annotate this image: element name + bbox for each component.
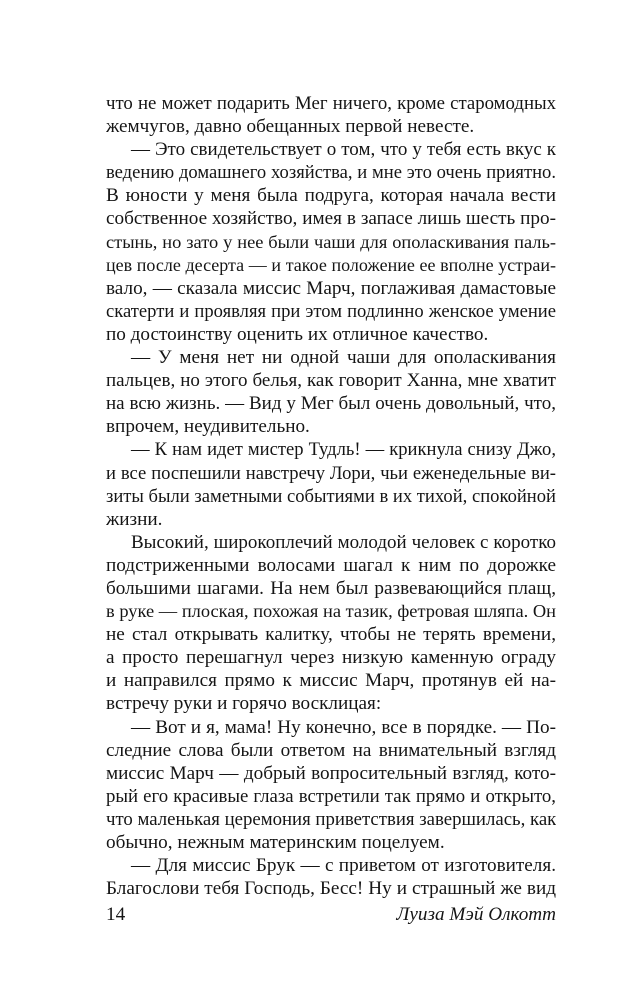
text-line: не стал открывать калитку, чтобы не терять времени,: [106, 624, 556, 646]
text-line: В юности у меня была подруга, которая начала вести: [106, 185, 556, 207]
text-line: — Для миссис Брук — с приветом от изготовителя.: [131, 855, 556, 877]
text-line: впрочем, неудивительно.: [106, 416, 310, 438]
text-line: Высокий, широкоплечий молодой человек с коротко: [131, 531, 556, 553]
text-line: в руке — плоская, похожая на тазик, фетровая шляпа. Он: [106, 601, 556, 622]
text-line: следние слова были ответом на внимательный взгляд: [106, 739, 556, 761]
body-text: [106, 92, 556, 900]
text-line: рый его красивые глаза встретили так прямо и открыто,: [106, 785, 556, 807]
running-author: Луиза Мэй Олкотт: [396, 904, 556, 925]
text-line: цев после десерта — и такое положение ее вполне устраи-: [106, 254, 556, 275]
page-footer: [106, 903, 556, 929]
text-line: что маленькая церемония приветствия завершилась, как: [106, 808, 556, 830]
text-line: подстриженными волосами шагал к ним по дорожке: [106, 554, 556, 576]
text-line: — У меня нет ни одной чаши для ополаскивания: [131, 347, 556, 369]
text-line: на всю жизнь. — Вид у Мег был очень довольный, что,: [106, 393, 556, 415]
page-number: 14: [106, 904, 126, 925]
text-line: Благослови тебя Господь, Бесс! Ну и страшный же вид: [106, 878, 556, 900]
text-line: стынь, но зато у нее были чаши для ополаскивания паль-: [106, 231, 556, 252]
text-line: ведению домашнего хозяйства, и мне это очень приятно.: [106, 162, 556, 184]
text-line: встречу руки и горячо восклицая:: [106, 693, 382, 715]
text-line: что не может подарить Мег ничего, кроме старомодных: [106, 93, 556, 114]
text-line: и направился прямо к миссис Марч, протянув ей на-: [106, 670, 556, 692]
text-line: пальцев, но этого белья, как говорит Ханна, мне хватит: [106, 370, 556, 392]
text-line: а просто перешагнул через низкую каменную ограду: [106, 647, 556, 669]
text-line: и все поспешили навстречу Лори, чьи еженедельные ви-: [106, 462, 556, 484]
text-line: — К нам идет мистер Тудль! — крикнула снизу Джо,: [131, 439, 556, 461]
text-line: жемчугов, давно обещанных первой невесте.: [106, 116, 475, 138]
text-line: жизни.: [106, 508, 163, 530]
text-line: — Это свидетельствует о том, что у тебя есть вкус к: [131, 139, 556, 161]
text-line: миссис Марч — добрый вопросительный взгляд, кото-: [106, 762, 556, 784]
text-line: зиты были заметными событиями в их тихой, спокойной: [106, 485, 556, 507]
text-line: скатерти и проявляя при этом подлинно женское умение: [106, 300, 556, 322]
text-line: большими шагами. На нем был развевающийся плащ,: [106, 577, 556, 599]
text-line: по достоинству оценить их отличное качество.: [106, 323, 489, 345]
text-line: собственное хозяйство, имея в запасе лишь шесть про-: [106, 208, 556, 230]
text-line: обычно, нежным материнским поцелуем.: [106, 832, 445, 853]
text-line: — Вот и я, мама! Ну конечно, все в порядке. — По-: [131, 716, 556, 738]
text-line: вало, — сказала миссис Марч, поглаживая дамастовые: [106, 277, 556, 299]
